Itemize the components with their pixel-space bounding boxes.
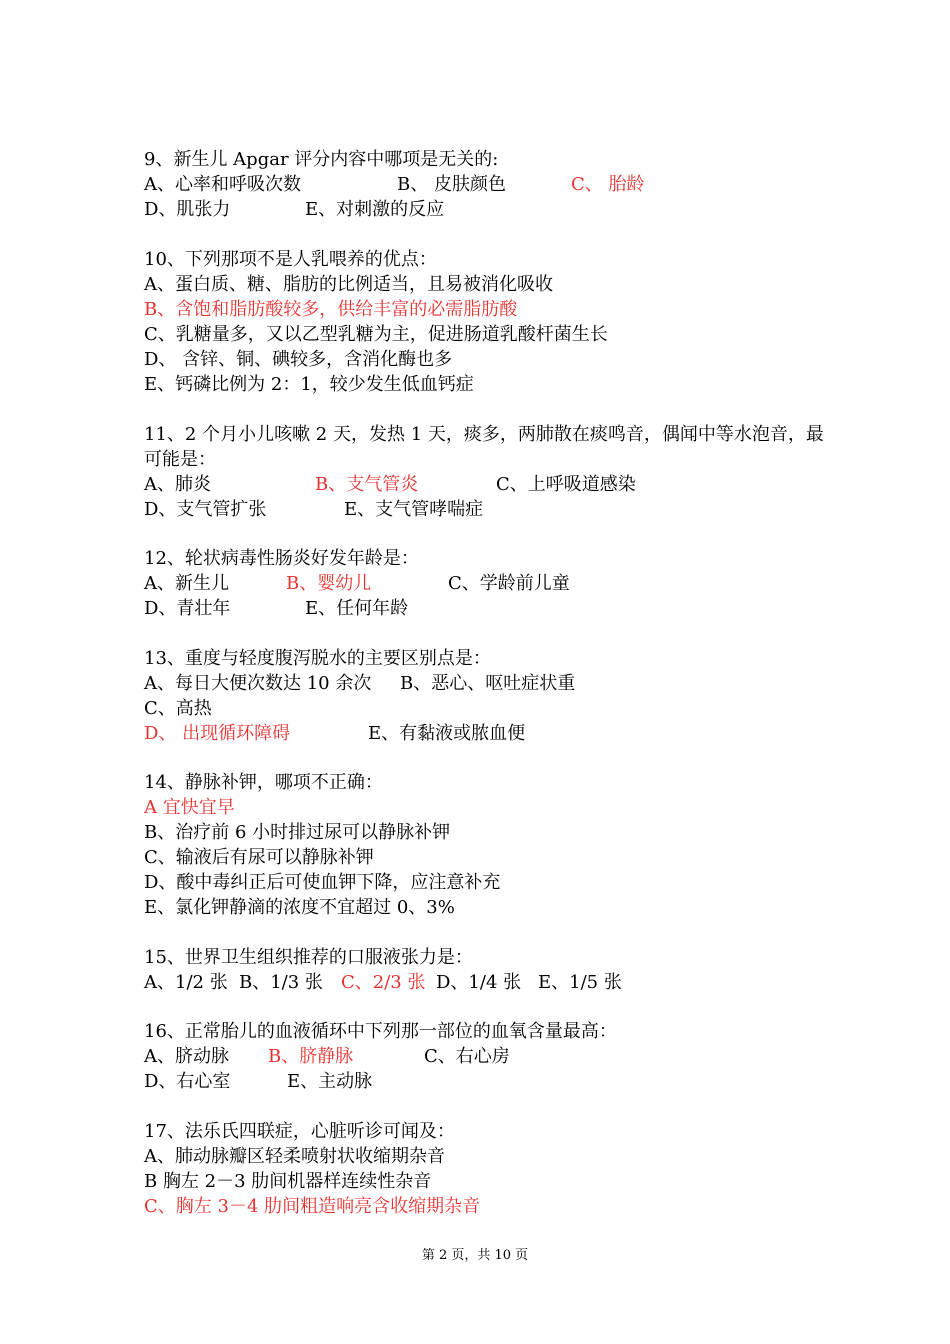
question-stem: 10、下列那项不是人乳喂养的优点： (144, 249, 437, 270)
option-b: B、治疗前 6 小时排过尿可以静脉补钾 (144, 822, 451, 843)
option-d: D、1/4 张 (436, 972, 522, 993)
option-e: E、任何年龄 (305, 598, 409, 619)
option-b: B、恶心、呕吐症状重 (400, 673, 576, 694)
question-stem: 16、正常胎儿的血液循环中下列那一部位的血氧含量最高： (144, 1021, 617, 1042)
option-d: D、支气管扩张 (144, 499, 267, 520)
question-stem: 9、新生儿 Apgar 评分内容中哪项是无关的: (144, 149, 499, 170)
question-stem: 11、2 个月小儿咳嗽 2 天，发热 1 天，痰多，两肺散在痰鸣音，偶闻中等水泡音，最可能是： (144, 424, 824, 470)
option-c: C、上呼吸道感染 (496, 474, 636, 495)
option-c-answer: C、2/3 张 (341, 972, 426, 993)
option-c: C、高热 (144, 698, 212, 719)
question-15 (144, 945, 834, 995)
option-line (144, 596, 834, 621)
option-line (144, 172, 834, 197)
option-e: E、有黏液或脓血便 (368, 723, 526, 744)
option-b: B 胸左 2－3 肋间机器样连续性杂音 (144, 1171, 432, 1192)
option-e: E、钙磷比例为 2：1，较少发生低血钙症 (144, 374, 474, 395)
option-line (144, 721, 834, 746)
option-a: A、心率和呼吸次数 (144, 174, 301, 195)
option-c: C、右心房 (424, 1046, 510, 1067)
question-stem: 15、世界卫生组织推荐的口服液张力是： (144, 947, 473, 968)
option-e: E、1/5 张 (538, 972, 622, 993)
option-a: A、1/2 张 (144, 972, 228, 993)
question-14 (144, 770, 834, 920)
option-e: E、对刺激的反应 (305, 199, 445, 220)
option-d-answer: D、 出现循环障碍 (144, 723, 291, 744)
option-line (144, 671, 834, 696)
option-line (144, 497, 834, 522)
page-number-footer: 第 2 页，共 10 页 (421, 1248, 529, 1263)
option-c: C、学龄前儿童 (448, 573, 570, 594)
option-line (144, 472, 834, 497)
option-b-answer: B、含饱和脂肪酸较多，供给丰富的必需脂肪酸 (144, 299, 518, 320)
question-stem: 12、轮状病毒性肠炎好发年龄是： (144, 548, 419, 569)
option-line (144, 970, 834, 995)
option-e: E、氯化钾静滴的浓度不宜超过 0、3% (144, 897, 455, 918)
option-d: D、肌张力 (144, 199, 231, 220)
question-17 (144, 1119, 834, 1219)
question-9 (144, 147, 834, 222)
option-e: E、主动脉 (287, 1071, 373, 1092)
question-12 (144, 546, 834, 621)
option-d: D、酸中毒纠正后可使血钾下降，应注意补充 (144, 872, 501, 893)
option-d: D、 含锌、铜、碘较多，含消化酶也多 (144, 349, 453, 370)
option-a: A、脐动脉 (144, 1046, 229, 1067)
option-b-answer: B、婴幼儿 (286, 573, 372, 594)
option-c-answer: C、 胎龄 (571, 174, 645, 195)
option-c-answer: C、胸左 3－4 肋间粗造响亮含收缩期杂音 (144, 1196, 481, 1217)
option-line (144, 571, 834, 596)
option-b-answer: B、脐静脉 (268, 1046, 354, 1067)
question-stem: 14、静脉补钾，哪项不正确： (144, 772, 383, 793)
question-16 (144, 1019, 834, 1094)
question-11 (144, 422, 834, 522)
option-b: B、 皮肤颜色 (397, 174, 506, 195)
option-c: C、乳糖量多，又以乙型乳糖为主，促进肠道乳酸杆菌生长 (144, 324, 608, 345)
option-d: D、右心室 (144, 1071, 231, 1092)
question-10 (144, 247, 834, 397)
option-line (144, 197, 834, 222)
option-a: A、肺动脉瓣区轻柔喷射状收缩期杂音 (144, 1146, 445, 1167)
option-b: B、1/3 张 (239, 972, 323, 993)
option-a: A、每日大便次数达 10 余次 (144, 673, 372, 694)
option-e: E、支气管哮喘症 (344, 499, 484, 520)
option-a: A、蛋白质、糖、脂肪的比例适当，且易被消化吸收 (144, 274, 553, 295)
option-line (144, 1044, 834, 1069)
option-a-answer: A 宜快宜早 (144, 797, 235, 818)
option-line (144, 1069, 834, 1094)
option-d: D、青壮年 (144, 598, 231, 619)
question-13 (144, 646, 834, 746)
option-c: C、输液后有尿可以静脉补钾 (144, 847, 374, 868)
option-a: A、新生儿 (144, 573, 229, 594)
option-a: A、肺炎 (144, 474, 211, 495)
option-b-answer: B、支气管炎 (315, 474, 419, 495)
question-stem: 13、重度与轻度腹泻脱水的主要区别点是： (144, 648, 491, 669)
question-stem: 17、法乐氏四联症，心脏听诊可闻及： (144, 1121, 455, 1142)
